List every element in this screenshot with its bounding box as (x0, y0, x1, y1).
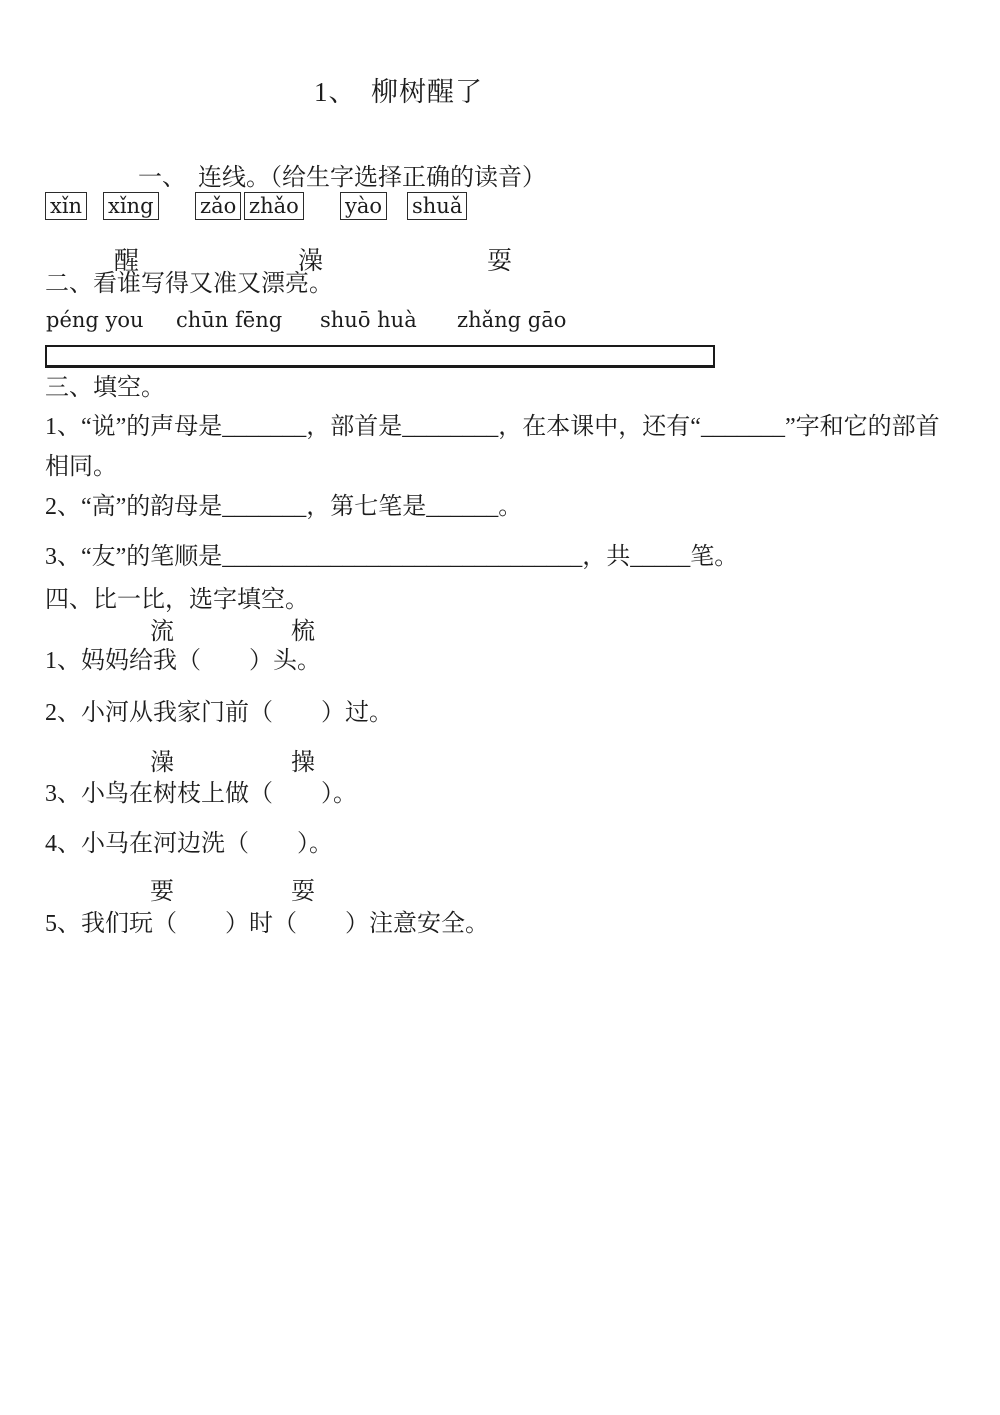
section4-heading: 四、比一比，选字填空。 (45, 587, 309, 613)
fill-blank-question-3: 3、“友”的笔顺是______________________________，共_____笔。 (45, 544, 739, 570)
pinyin-option-box: xǐn (45, 192, 87, 220)
match-character: 醒 (114, 248, 140, 275)
pinyin-option-box: shuǎ (407, 192, 467, 220)
pinyin-word: péng you (46, 308, 144, 332)
fill-blank-question-1-line-1: 1、“说”的声母是_______，部首是________，在本课中，还有“_______”字和它的部首 (45, 414, 940, 440)
section2-heading: 二、看谁写得又准又漂亮。 (45, 271, 333, 297)
section3-heading: 三、填空。 (45, 375, 165, 401)
fill-blank-question-1-line-2: 相同。 (45, 454, 117, 480)
match-character: 耍 (487, 248, 513, 275)
choice-character: 梳 (291, 619, 315, 645)
pinyin-option-box: yào (340, 192, 387, 220)
choice-character: 操 (291, 750, 315, 776)
pinyin-word: shuō huà (320, 308, 417, 332)
choice-character: 流 (150, 619, 174, 645)
pinyin-option-box: xǐng (103, 192, 159, 220)
fill-blank-question-2: 2、“高”的韵母是_______，第七笔是______。 (45, 494, 523, 520)
page-title: 1、 柳树醒了 (314, 77, 483, 107)
pinyin-option-box: zǎo (195, 192, 241, 220)
pinyin-word: chūn fēng (176, 308, 283, 332)
sentence-2: 2、小河从我家门前（ ）过。 (45, 700, 393, 726)
choice-character: 要 (150, 879, 174, 905)
pinyin-word: zhǎng gāo (457, 308, 567, 332)
sentence-3: 3、小鸟在树枝上做（ ）。 (45, 781, 357, 807)
section1-heading: 一、 连线。（给生字选择正确的读音） (138, 165, 546, 191)
choice-character: 澡 (150, 750, 174, 776)
sentence-1: 1、妈妈给我（ ）头。 (45, 648, 321, 674)
writing-box (45, 345, 715, 368)
sentence-4: 4、小马在河边洗（ ）。 (45, 831, 333, 857)
choice-character: 耍 (291, 879, 315, 905)
sentence-5: 5、我们玩（ ）时（ ）注意安全。 (45, 911, 489, 937)
pinyin-option-box: zhǎo (244, 192, 304, 220)
match-character: 澡 (298, 248, 324, 275)
